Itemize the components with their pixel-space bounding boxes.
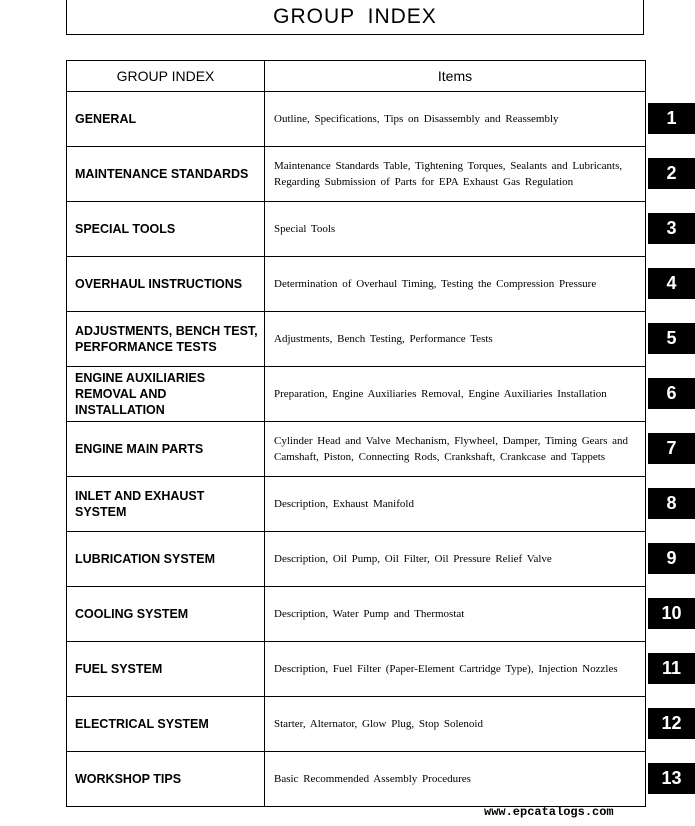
group-name: INLET AND EXHAUST SYSTEM bbox=[67, 477, 265, 532]
section-tab[interactable]: 1 bbox=[648, 103, 695, 134]
group-items: Description, Exhaust Manifold bbox=[265, 477, 646, 532]
header-group-index: GROUP INDEX bbox=[67, 61, 265, 92]
group-items: Special Tools bbox=[265, 202, 646, 257]
group-name: ADJUSTMENTS, BENCH TEST, PERFORMANCE TESTS bbox=[67, 312, 265, 367]
table-row bbox=[67, 257, 646, 312]
group-name: WORKSHOP TIPS bbox=[67, 752, 265, 807]
header-items: Items bbox=[265, 61, 646, 92]
table-row bbox=[67, 587, 646, 642]
group-items: Description, Fuel Filter (Paper-Element Cartridge Type), Injection Nozzles bbox=[265, 642, 646, 697]
table-header-row bbox=[67, 61, 646, 92]
table-body bbox=[67, 92, 646, 807]
group-items: Determination of Overhaul Timing, Testing the Compression Pressure bbox=[265, 257, 646, 312]
group-items: Description, Water Pump and Thermostat bbox=[265, 587, 646, 642]
group-name: FUEL SYSTEM bbox=[67, 642, 265, 697]
table-row bbox=[67, 752, 646, 807]
group-items: Preparation, Engine Auxiliaries Removal, Engine Auxiliaries Installation bbox=[265, 367, 646, 422]
section-tab[interactable]: 7 bbox=[648, 433, 695, 464]
table-row bbox=[67, 697, 646, 752]
section-tab[interactable]: 12 bbox=[648, 708, 695, 739]
section-tab[interactable]: 9 bbox=[648, 543, 695, 574]
group-name: ENGINE AUXILIARIES REMOVAL AND INSTALLATION bbox=[67, 367, 265, 422]
group-items: Maintenance Standards Table, Tightening Torques, Sealants and Lubricants, Regarding Submission of Parts for EPA Exhaust Gas Regulation bbox=[265, 147, 646, 202]
table-row bbox=[67, 202, 646, 257]
group-name: MAINTENANCE STANDARDS bbox=[67, 147, 265, 202]
section-tab[interactable]: 5 bbox=[648, 323, 695, 354]
table-row bbox=[67, 92, 646, 147]
group-name: SPECIAL TOOLS bbox=[67, 202, 265, 257]
group-name: ENGINE MAIN PARTS bbox=[67, 422, 265, 477]
page-title: GROUP INDEX bbox=[273, 5, 437, 28]
table-row bbox=[67, 312, 646, 367]
table-row bbox=[67, 532, 646, 587]
table-row bbox=[67, 367, 646, 422]
table-row bbox=[67, 422, 646, 477]
group-items: Starter, Alternator, Glow Plug, Stop Solenoid bbox=[265, 697, 646, 752]
group-name: COOLING SYSTEM bbox=[67, 587, 265, 642]
section-tab[interactable]: 8 bbox=[648, 488, 695, 519]
watermark-url: www.epcatalogs.com bbox=[484, 805, 614, 819]
section-tab[interactable]: 4 bbox=[648, 268, 695, 299]
section-tab[interactable]: 13 bbox=[648, 763, 695, 794]
section-tab[interactable]: 11 bbox=[648, 653, 695, 684]
group-items: Basic Recommended Assembly Procedures bbox=[265, 752, 646, 807]
table-row bbox=[67, 642, 646, 697]
group-name: OVERHAUL INSTRUCTIONS bbox=[67, 257, 265, 312]
section-tab[interactable]: 2 bbox=[648, 158, 695, 189]
table-row bbox=[67, 147, 646, 202]
group-name: ELECTRICAL SYSTEM bbox=[67, 697, 265, 752]
group-items: Outline, Specifications, Tips on Disassembly and Reassembly bbox=[265, 92, 646, 147]
page-title-box bbox=[66, 0, 644, 35]
group-items: Cylinder Head and Valve Mechanism, Flywheel, Damper, Timing Gears and Camshaft, Piston, Connecting Rods, Crankshaft, Crankcase and Tappets bbox=[265, 422, 646, 477]
group-name: GENERAL bbox=[67, 92, 265, 147]
group-index-table bbox=[66, 60, 646, 807]
section-tab[interactable]: 10 bbox=[648, 598, 695, 629]
group-items: Adjustments, Bench Testing, Performance Tests bbox=[265, 312, 646, 367]
section-tab[interactable]: 6 bbox=[648, 378, 695, 409]
group-items: Description, Oil Pump, Oil Filter, Oil Pressure Relief Valve bbox=[265, 532, 646, 587]
group-name: LUBRICATION SYSTEM bbox=[67, 532, 265, 587]
section-tab[interactable]: 3 bbox=[648, 213, 695, 244]
table-row bbox=[67, 477, 646, 532]
